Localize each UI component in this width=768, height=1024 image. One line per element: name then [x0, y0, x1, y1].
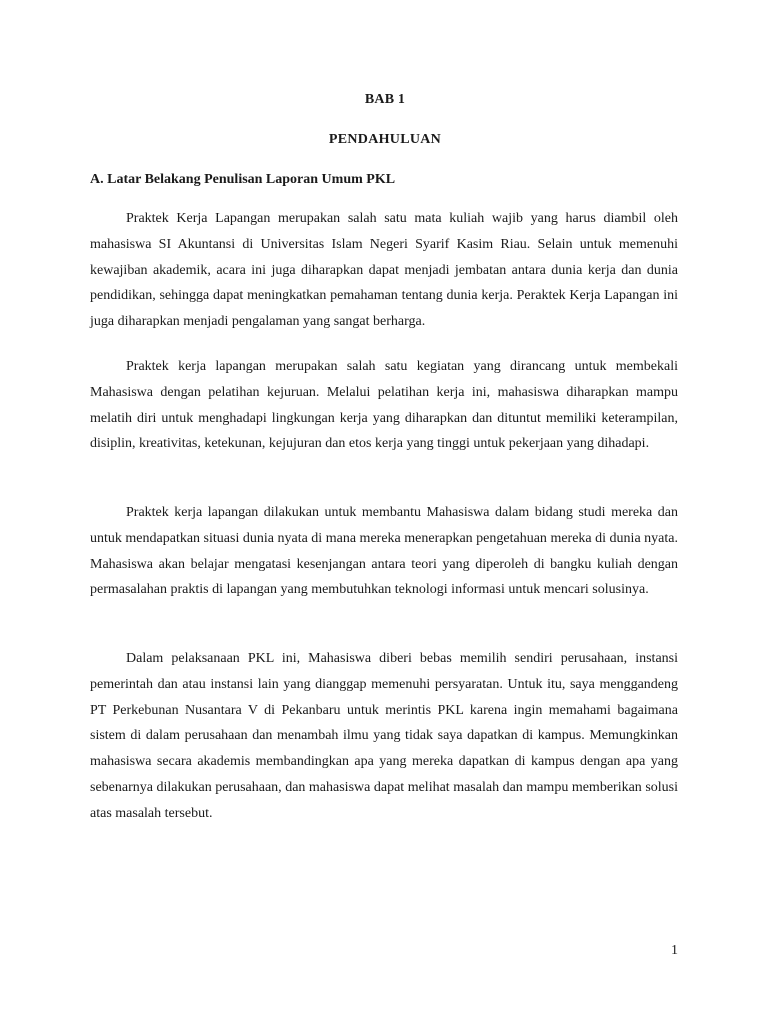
chapter-number: BAB 1 — [364, 92, 406, 107]
paragraph-1: Praktek Kerja Lapangan merupakan salah satu mata kuliah wajib yang harus diambil oleh mahasiswa SI Akuntansi di Universitas Islam Negeri Syarif Kasim Riau. Selain untuk memenuhi kewajiban akademik, acara ini juga diharapkan dapat menjadi jembatan antara dunia kerja dan dunia pendidikan, sehingga dapat meningkatkan pemahaman tentang dunia kerja. Peraktek Kerja Lapangan ini juga diharapkan menjadi pengalaman yang sangat berharga. — [90, 211, 678, 330]
paragraph-3: Praktek kerja lapangan dilakukan untuk membantu Mahasiswa dalam bidang studi mereka dan untuk mendapatkan situasi dunia nyata di mana mereka menerapkan pengetahuan mereka di dunia nyata. Mahasiswa akan belajar mengatasi kesenjangan antara teori yang diperoleh di bangku kuliah dengan permasalahan praktis di lapangan yang membutuhkan teknologi informasi untuk mencari solusinya. — [90, 505, 678, 598]
paragraph-2: Praktek kerja lapangan merupakan salah satu kegiatan yang dirancang untuk membekali Mahasiswa dengan pelatihan kejuruan. Melalui pelatihan kerja ini, mahasiswa diharapkan mampu melatih diri untuk menghadapi lingkungan kerja yang diharapkan dan dituntut memiliki keterampilan, disiplin, kreativitas, ketekunan, kejujuran dan etos kerja yang tinggi untuk pekerjaan yang dihadapi. — [90, 359, 678, 452]
page-number: 1 — [671, 943, 678, 958]
paragraph-4: Dalam pelaksanaan PKL ini, Mahasiswa diberi bebas memilih sendiri perusahaan, instansi pemerintah dan atau instansi lain yang dianggap memenuhi persyaratan. Untuk itu, saya menggandeng PT Perkebunan Nusantara V di Pekanbaru untuk merintis PKL karena ingin memahami bagaimana sistem di dalam perusahaan dan menambah ilmu yang tidak saya dapatkan di kampus. Memungkinkan mahasiswa secara akademis membandingkan apa yang mereka dapatkan di kampus dengan apa yang sebenarnya dilakukan perusahaan, dan mahasiswa dapat melihat masalah dan mampu memberikan solusi atas masalah tersebut. — [90, 651, 678, 821]
section-heading: A. Latar Belakang Penulisan Laporan Umum PKL — [90, 172, 396, 187]
chapter-title: PENDAHULUAN — [328, 132, 442, 147]
